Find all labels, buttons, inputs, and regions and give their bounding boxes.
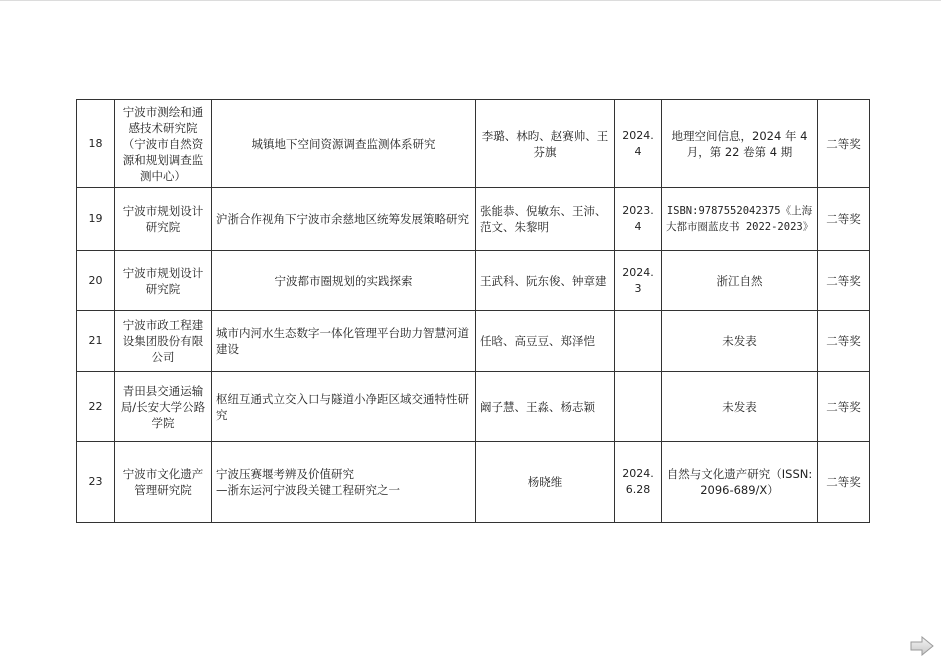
- title-line: 枢纽互通式立交入口与隧道小净距区域交通特性研究: [216, 391, 469, 422]
- organization-cell: 宁波市文化遗产管理研究院: [115, 442, 212, 523]
- date-cell: 2024.6.28: [615, 442, 662, 523]
- organization-cell: 宁波市测绘和通感技术研究院（宁波市自然资源和规划调查监测中心）: [115, 100, 212, 188]
- row-number: 19: [77, 188, 115, 251]
- row-number: 21: [77, 311, 115, 372]
- date-cell: 2023.4: [615, 188, 662, 251]
- title-line: 沪浙合作视角下宁波市余慈地区统筹发展策略研究: [216, 212, 469, 226]
- title-line: 宁波都市圈规划的实践探索: [274, 273, 413, 288]
- award-cell: 二等奖: [818, 251, 870, 311]
- publication-cell: 浙江自然: [662, 251, 818, 311]
- publication-cell: 自然与文化遗产研究（ISSN: 2096-689/X）: [662, 442, 818, 523]
- publication-cell: 未发表: [662, 311, 818, 372]
- row-number: 22: [77, 372, 115, 442]
- award-cell: 二等奖: [818, 372, 870, 442]
- table-row: [77, 442, 870, 523]
- organization-cell: 宁波市规划设计研究院: [115, 188, 212, 251]
- award-cell: 二等奖: [818, 442, 870, 523]
- award-cell: 二等奖: [818, 188, 870, 251]
- next-page-arrow-icon[interactable]: [909, 636, 935, 656]
- table-row: [77, 188, 870, 251]
- row-number: 23: [77, 442, 115, 523]
- title-line: 宁波压赛堰考辨及价值研究: [216, 467, 354, 481]
- title-line: 城镇地下空间资源调查监测体系研究: [251, 136, 436, 151]
- publication-cell: 未发表: [662, 372, 818, 442]
- table-row: [77, 251, 870, 311]
- publication-cell: ISBN:9787552042375《上海大都市圈蓝皮书 2022-2023》: [662, 188, 818, 251]
- title-cell: [212, 311, 476, 372]
- date-cell: [615, 372, 662, 442]
- authors-cell: 王武科、阮东俊、钟章建: [476, 251, 615, 311]
- date-cell: 2024.4: [615, 100, 662, 188]
- award-cell: 二等奖: [818, 311, 870, 372]
- table-row: [77, 100, 870, 188]
- title-cell: [212, 251, 476, 311]
- authors-cell: 杨晓维: [476, 442, 615, 523]
- date-cell: [615, 311, 662, 372]
- date-cell: 2024.3: [615, 251, 662, 311]
- publication-cell: 地理空间信息，2024 年 4 月，第 22 卷第 4 期: [662, 100, 818, 188]
- authors-cell: 李璐、林昀、赵赛帅、王芬旗: [476, 100, 615, 188]
- row-number: 20: [77, 251, 115, 311]
- title-cell: [212, 442, 476, 523]
- organization-cell: 宁波市政工程建设集团股份有限公司: [115, 311, 212, 372]
- table-row: [77, 372, 870, 442]
- authors-cell: 张能恭、倪敏东、王沛、范文、朱黎明: [476, 188, 615, 251]
- award-cell: 二等奖: [818, 100, 870, 188]
- title-cell: [212, 372, 476, 442]
- subtitle-line: —浙东运河宁波段关键工程研究之一: [216, 483, 400, 497]
- title-line: 城市内河水生态数字一体化管理平台助力智慧河道建设: [216, 326, 469, 356]
- authors-cell: 阚子慧、王淼、杨志颖: [476, 372, 615, 442]
- table-row: [77, 311, 870, 372]
- authors-cell: 任晗、高豆豆、郑泽恺: [476, 311, 615, 372]
- row-number: 18: [77, 100, 115, 188]
- organization-cell: 宁波市规划设计研究院: [115, 251, 212, 311]
- organization-cell: 青田县交通运输局/长安大学公路学院: [115, 372, 212, 442]
- awards-table: [76, 99, 870, 523]
- title-cell: [212, 100, 476, 188]
- title-cell: [212, 188, 476, 251]
